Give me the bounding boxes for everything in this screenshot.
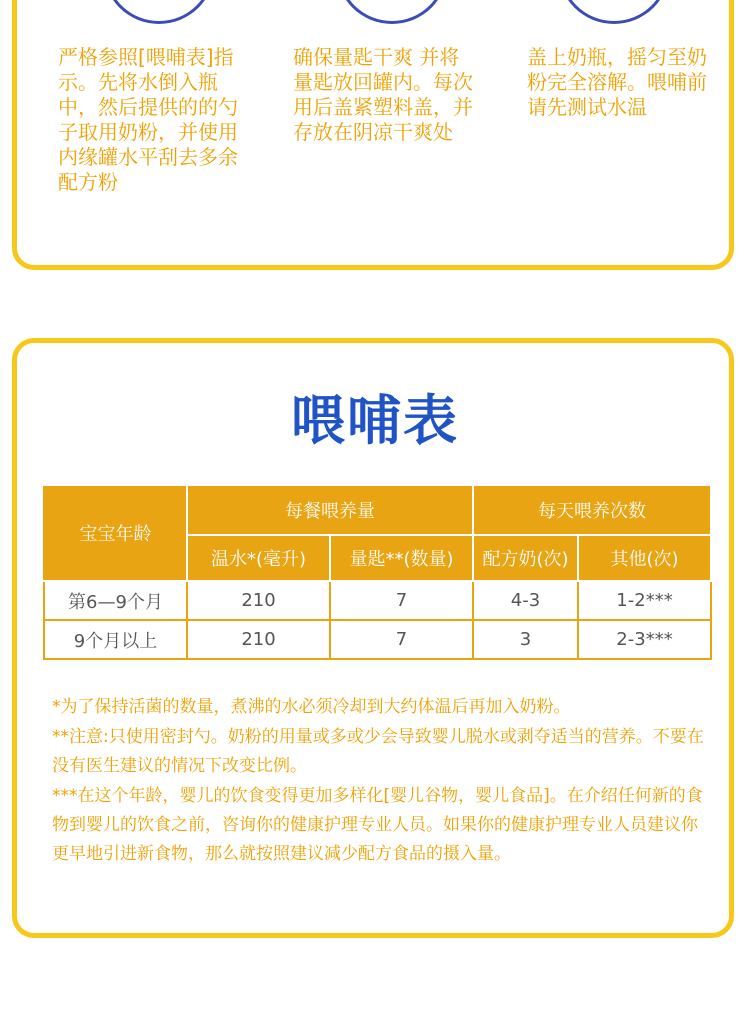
- header-baby-age: 宝宝年龄: [44, 485, 187, 581]
- header-other: 其他(次): [578, 535, 711, 581]
- table-row: [44, 581, 711, 620]
- footnote-water-temperature: *为了保持活菌的数量，煮沸的水必须冷却到大约体温后再加入奶粉。: [52, 697, 571, 717]
- table-header-row: [44, 485, 711, 535]
- cell-other: 2-3***: [578, 620, 711, 659]
- cell-age: 9个月以上: [44, 620, 187, 659]
- formula-jar-icon: [103, 0, 215, 24]
- cell-formula: 3: [473, 620, 578, 659]
- cell-scoops: 7: [330, 620, 473, 659]
- header-water: 温水*(毫升): [187, 535, 330, 581]
- header-scoops: 量匙**(数量): [330, 535, 473, 581]
- cell-water: 210: [187, 620, 330, 659]
- header-formula: 配方奶(次): [473, 535, 578, 581]
- shake-bottle-icon: [558, 0, 670, 24]
- hand-spoon-icon: [336, 0, 448, 24]
- feeding-table-title: 喂哺表: [291, 389, 459, 452]
- cell-water: 210: [187, 581, 330, 620]
- footnotes: [52, 693, 704, 870]
- feeding-table: [43, 484, 712, 660]
- table-row: [44, 620, 711, 659]
- footnote-diet-variety: ***在这个年龄，婴儿的饮食变得更加多样化[婴儿谷物，婴儿食品]。在介绍任何新的食物到婴儿的饮食之前，咨询你的健康护理专业人员。如果你的健康护理专业人员建议你更早地引进新食物，那么就按照建议减少配方食品的摄入量。: [52, 786, 703, 864]
- step-2-text: 确保量匙干爽 并将量匙放回罐内。每次用后盖紧塑料盖，并存放在阴凉干爽处: [293, 45, 473, 144]
- cell-formula: 4-3: [473, 581, 578, 620]
- footnote-scoop-caution: **注意:只使用密封勺。奶粉的用量或多或少会导致婴儿脱水或剥夺适当的营养。不要在没有医生建议的情况下改变比例。: [52, 727, 704, 776]
- step-3-text: 盖上奶瓶，摇匀至奶粉完全溶解。喂哺前请先测试水温: [527, 45, 707, 119]
- cell-age: 第6—9个月: [44, 581, 187, 620]
- cell-other: 1-2***: [578, 581, 711, 620]
- cell-scoops: 7: [330, 581, 473, 620]
- step-1-text: 严格参照[喂哺表]指示。先将水倒入瓶中，然后提供的的勺子取用奶粉，并使用内缘罐水平刮去多余配方粉: [58, 45, 238, 194]
- header-per-meal: 每餐喂养量: [187, 485, 473, 535]
- header-per-day: 每天喂养次数: [473, 485, 711, 535]
